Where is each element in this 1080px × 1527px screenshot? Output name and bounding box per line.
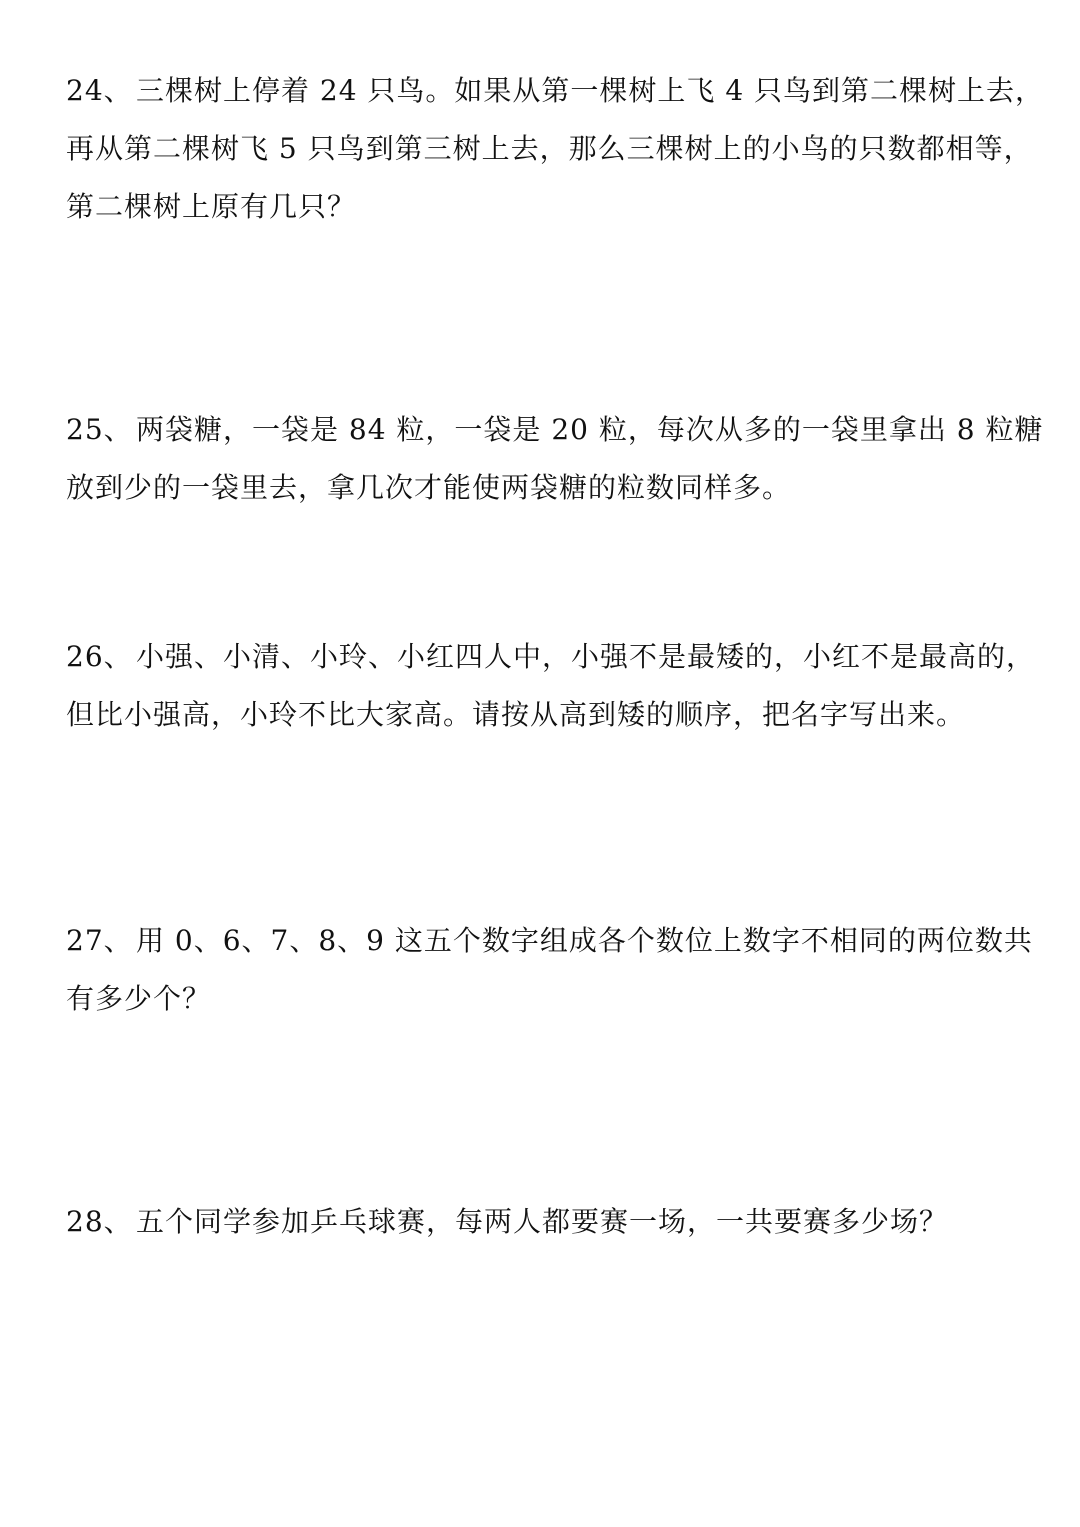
question-text: 两袋糖，一袋是 84 粒，一袋是 20 粒，每次从多的一袋里拿出 8 粒糖 [136,413,1044,446]
question-26 [66,628,1036,744]
question-line [66,912,1033,970]
question-line: 放到少的一袋里去，拿几次才能使两袋糖的粒数同样多。 [66,471,792,504]
question-text: 五个同学参加乒乓球赛，每两人都要赛一场，一共要赛多少场？ [136,1205,949,1238]
question-line [66,628,1036,686]
question-line [66,1193,1026,1251]
question-line [66,62,1045,120]
question-text: 小强、小清、小玲、小红四人中，小强不是最矮的，小红不是最高的， [136,640,1036,673]
question-text: 用 0、6、7、8、9 这五个数字组成各个数位上数字不相同的两位数共 [136,924,1033,957]
question-24 [66,62,1045,236]
question-line: 第二棵树上原有几只？ [66,190,357,223]
question-27 [66,912,1033,1028]
question-line: 但比小强高，小玲不比大家高。请按从高到矮的顺序，把名字写出来。 [66,698,966,731]
question-line: 有多少个？ [66,982,212,1015]
question-number: 26、 [66,640,133,673]
question-25 [66,401,1044,517]
question-line: 再从第二棵树飞 5 只鸟到第三树上去，那么三棵树上的小鸟的只数都相等， [66,132,1033,165]
question-number: 27、 [66,924,133,957]
question-line [66,401,1044,459]
question-number: 25、 [66,413,133,446]
question-number: 28、 [66,1205,133,1238]
question-number: 24、 [66,74,133,107]
question-text: 三棵树上停着 24 只鸟。如果从第一棵树上飞 4 只鸟到第二棵树上去， [136,74,1045,107]
question-28 [66,1193,1026,1251]
